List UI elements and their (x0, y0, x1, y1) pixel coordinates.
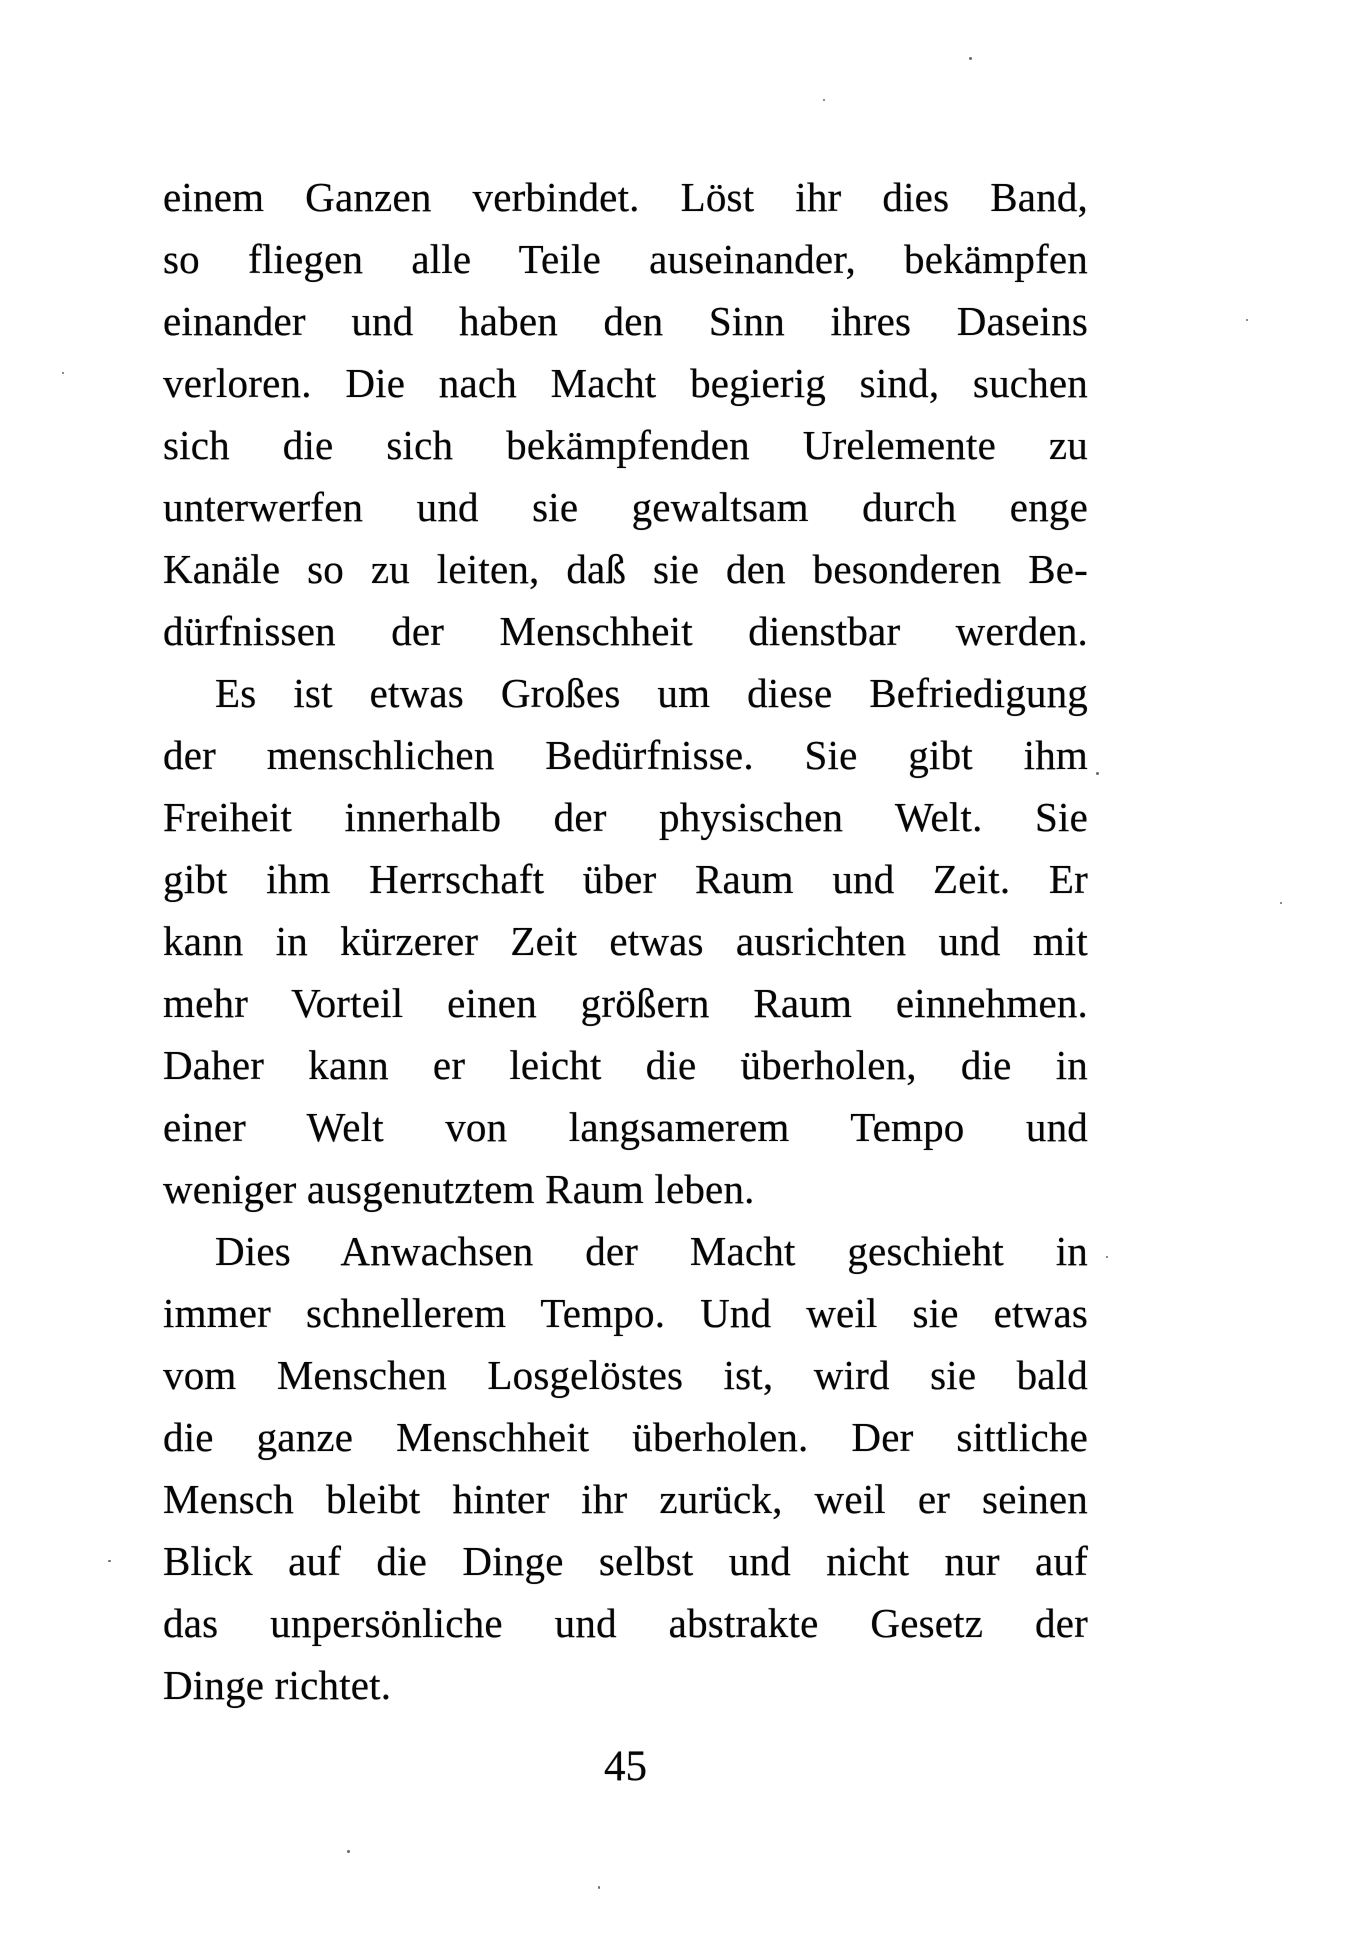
scan-speck (1280, 902, 1282, 904)
text-line: sich die sich bekämpfenden Urelemente zu (163, 422, 1088, 468)
text-line: vom Menschen Losgelöstes ist, wird sie bald (163, 1352, 1088, 1398)
text-line: gibt ihm Herrschaft über Raum und Zeit. Er (163, 856, 1088, 902)
scan-speck (62, 372, 64, 374)
scan-speck (969, 57, 972, 60)
page-number: 45 (604, 1743, 647, 1790)
scan-speck (1096, 772, 1099, 775)
text-line-paragraph-end: weniger ausgenutztem Raum leben. (163, 1166, 755, 1212)
text-line: unterwerfen und sie gewaltsam durch enge (163, 484, 1088, 530)
text-line: Freiheit innerhalb der physischen Welt. Sie (163, 794, 1088, 840)
text-line: Kanäle so zu leiten, daß sie den besonderen Be- (163, 546, 1088, 592)
scan-speck (823, 99, 825, 101)
text-line-paragraph-end: Dinge richtet. (163, 1662, 392, 1708)
text-line: so fliegen alle Teile auseinander, bekämpfen (163, 236, 1088, 282)
scan-speck (108, 1560, 111, 1562)
text-line: einander und haben den Sinn ihres Daseins (163, 298, 1088, 344)
scan-speck (1106, 1256, 1108, 1258)
text-line: verloren. Die nach Macht begierig sind, suchen (163, 360, 1088, 406)
text-line: kann in kürzerer Zeit etwas ausrichten und mit (163, 918, 1088, 964)
text-line: mehr Vorteil einen größern Raum einnehmen. (163, 980, 1088, 1026)
scan-speck (598, 1886, 600, 1889)
scan-speck (347, 1850, 350, 1853)
text-line: einem Ganzen verbindet. Löst ihr dies Band, (163, 174, 1088, 220)
text-line: Mensch bleibt hinter ihr zurück, weil er seinen (163, 1476, 1088, 1522)
text-line: einer Welt von langsamerem Tempo und (163, 1104, 1088, 1150)
text-line: der menschlichen Bedürfnisse. Sie gibt ihm (163, 732, 1088, 778)
text-line: dürfnissen der Menschheit dienstbar werden. (163, 608, 1088, 654)
text-line: Daher kann er leicht die überholen, die in (163, 1042, 1088, 1088)
scan-speck (1246, 319, 1248, 321)
text-line: die ganze Menschheit überholen. Der sittliche (163, 1414, 1088, 1460)
text-line-paragraph-start: Dies Anwachsen der Macht geschieht in (215, 1228, 1088, 1274)
text-block (163, 166, 1088, 1716)
text-line-paragraph-start: Es ist etwas Großes um diese Befriedigung (215, 670, 1088, 716)
text-line: Blick auf die Dinge selbst und nicht nur auf (163, 1538, 1088, 1584)
text-line: das unpersönliche und abstrakte Gesetz der (163, 1600, 1088, 1646)
text-line: immer schnellerem Tempo. Und weil sie etwas (163, 1290, 1088, 1336)
